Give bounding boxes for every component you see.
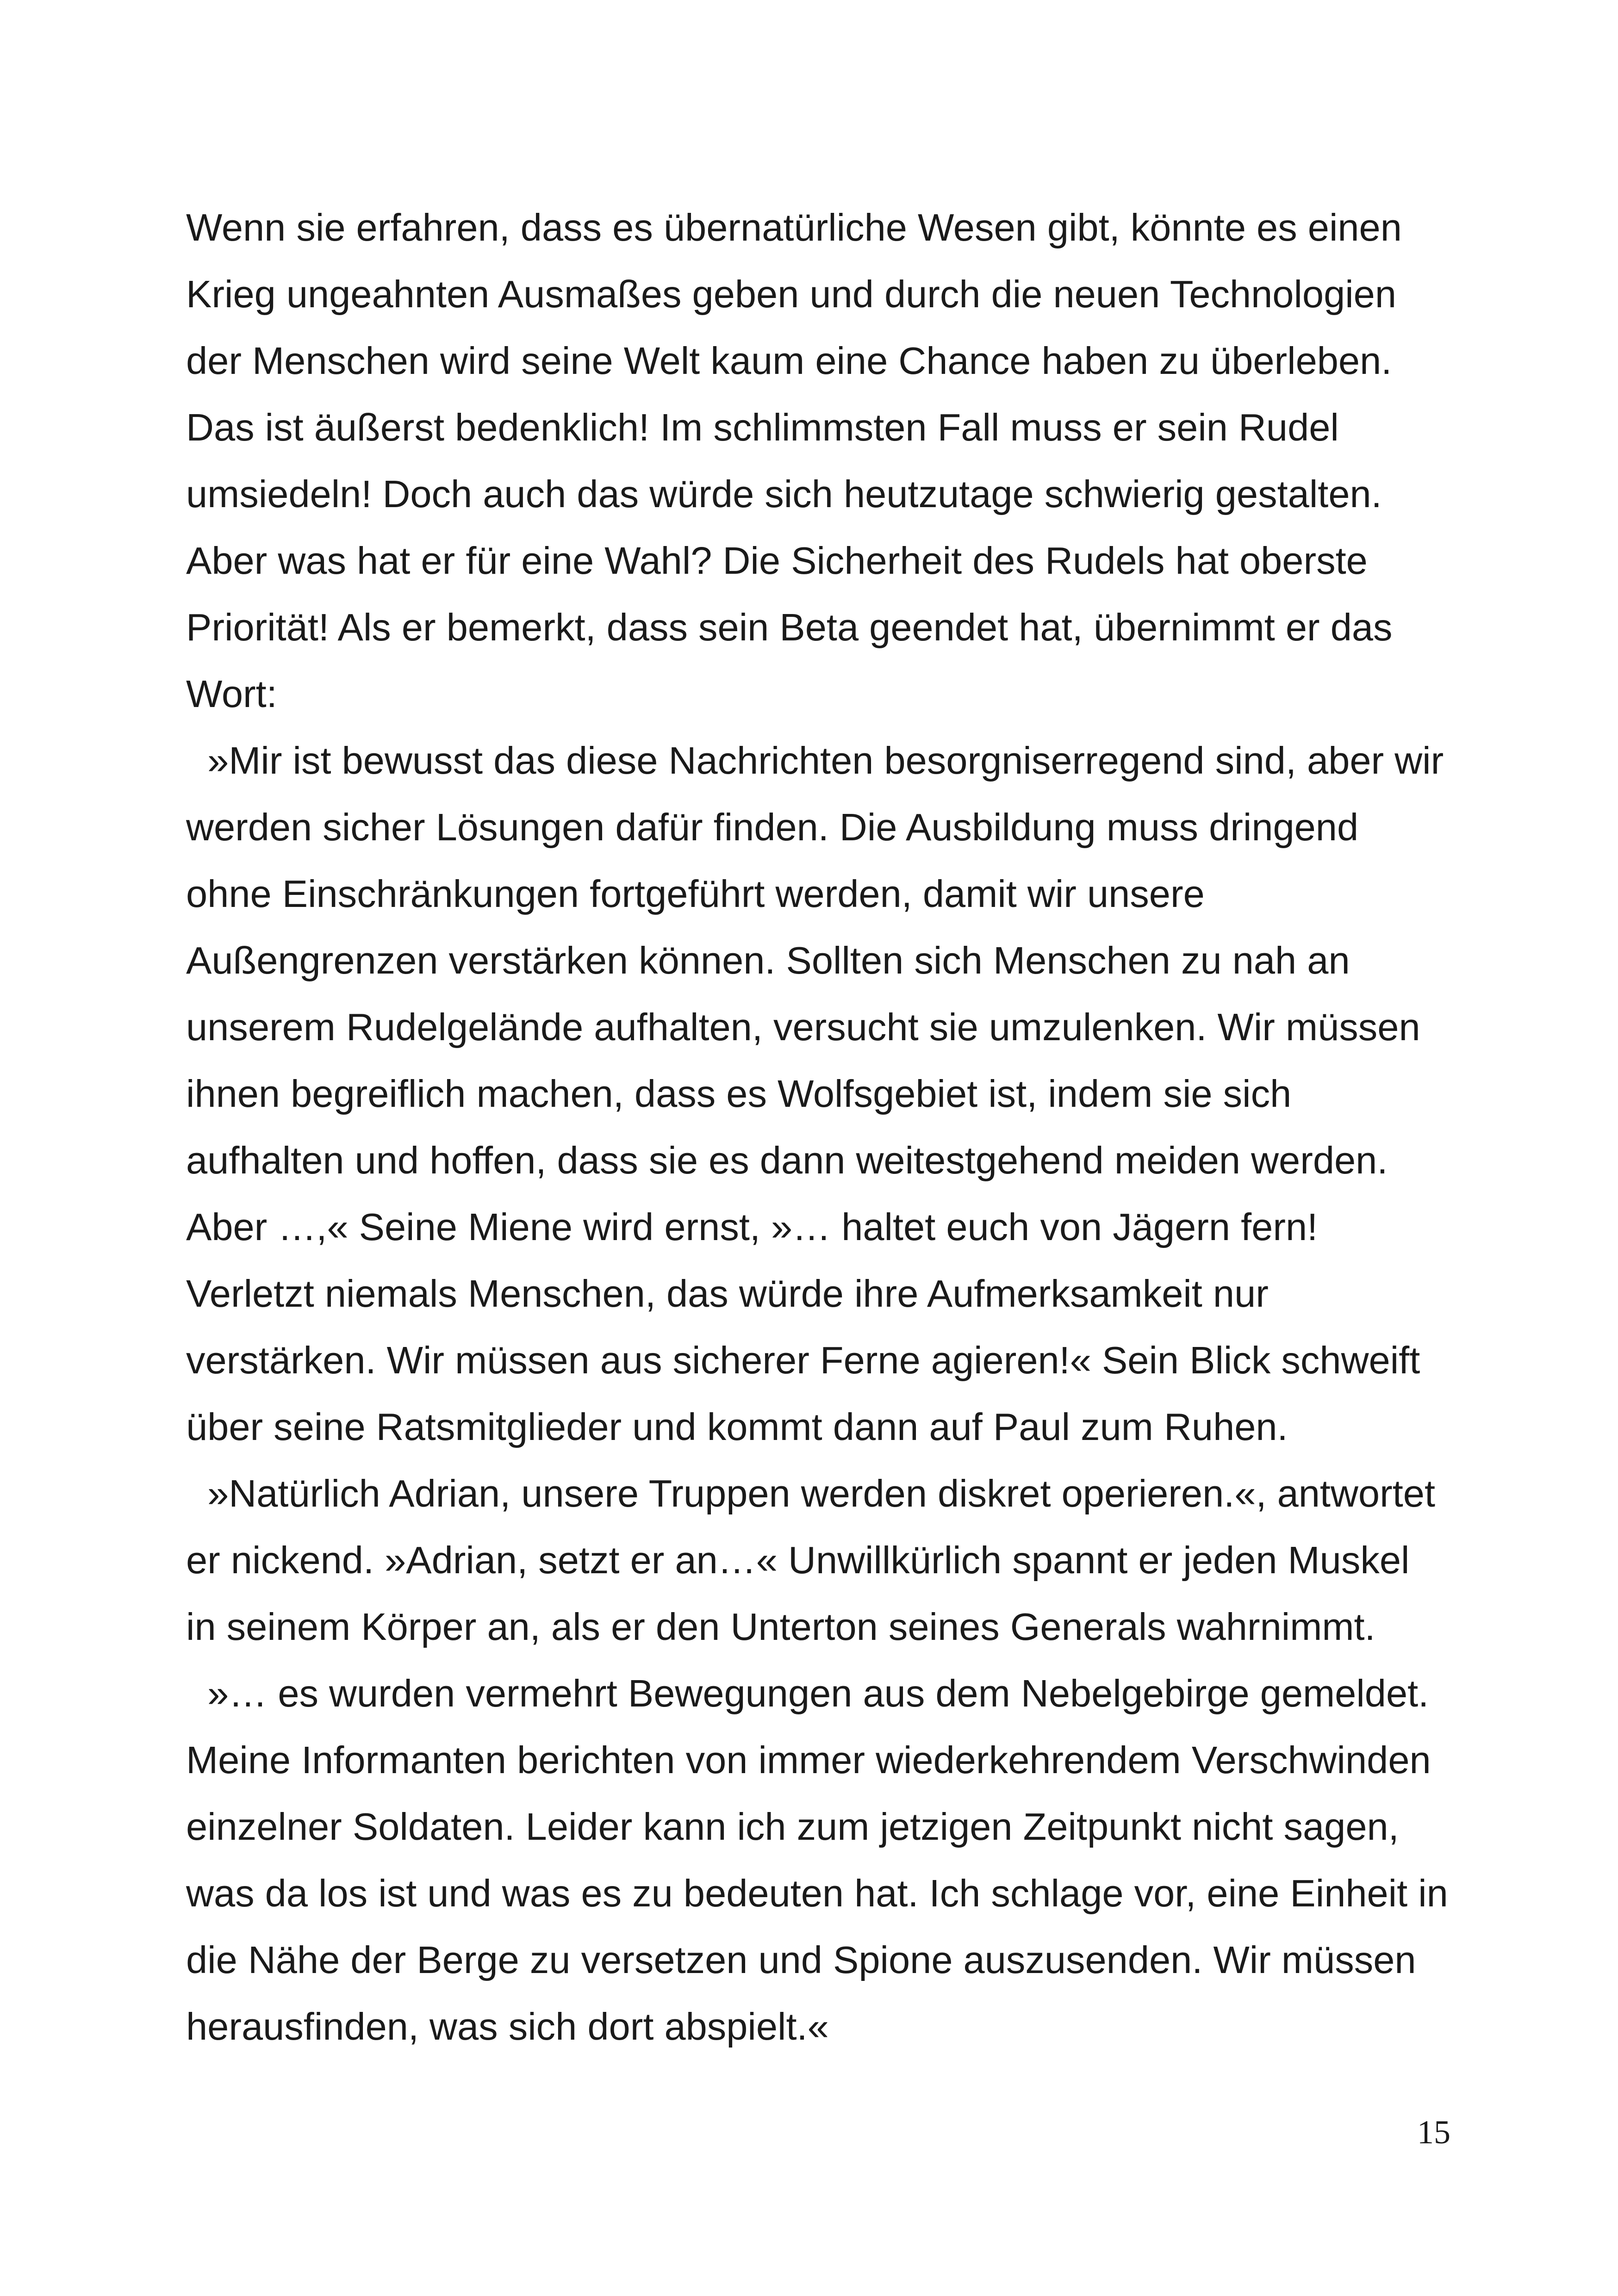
text-line: der Menschen wird seine Welt kaum eine Chance haben zu überleben. — [186, 339, 1392, 382]
text-line: die Nähe der Berge zu versetzen und Spione auszusenden. Wir müssen — [186, 1938, 1416, 1981]
text-line: Wenn sie erfahren, dass es übernatürliche Wesen gibt, könnte es einen — [186, 206, 1402, 249]
text-line: über seine Ratsmitglieder und kommt dann auf Paul zum Ruhen. — [186, 1405, 1288, 1448]
text-line: Meine Informanten berichten von immer wiederkehrendem Verschwinden — [186, 1738, 1431, 1781]
body-text — [186, 194, 1463, 2060]
text-line: Verletzt niemals Menschen, das würde ihre Aufmerksamkeit nur — [186, 1272, 1269, 1315]
text-line: ohne Einschränkungen fortgeführt werden, damit wir unsere — [186, 872, 1205, 915]
text-line: Krieg ungeahnten Ausmaßes geben und durch die neuen Technologien — [186, 273, 1396, 316]
text-line: Außengrenzen verstärken können. Sollten sich Menschen zu nah an — [186, 939, 1350, 982]
text-line: »Natürlich Adrian, unsere Truppen werden diskret operieren.«, antwortet — [186, 1472, 1435, 1515]
text-line: aufhalten und hoffen, dass sie es dann weitestgehend meiden werden. — [186, 1139, 1388, 1182]
text-line: einzelner Soldaten. Leider kann ich zum jetzigen Zeitpunkt nicht sagen, — [186, 1805, 1399, 1848]
text-line: »Mir ist bewusst das diese Nachrichten besorgniserregend sind, aber wir — [186, 739, 1444, 782]
text-line: verstärken. Wir müssen aus sicherer Ferne agieren!« Sein Blick schweift — [186, 1339, 1420, 1382]
text-line: herausfinden, was sich dort abspielt.« — [186, 2005, 829, 2048]
text-line: Aber …,« Seine Miene wird ernst, »… haltet euch von Jägern fern! — [186, 1205, 1318, 1248]
text-line: ihnen begreiflich machen, dass es Wolfsgebiet ist, indem sie sich — [186, 1072, 1292, 1115]
text-line: werden sicher Lösungen dafür finden. Die Ausbildung muss dringend — [186, 806, 1359, 849]
page-number: 15 — [1417, 2114, 1450, 2151]
text-line: Das ist äußerst bedenklich! Im schlimmsten Fall muss er sein Rudel — [186, 406, 1339, 449]
text-line: Aber was hat er für eine Wahl? Die Sicherheit des Rudels hat oberste — [186, 539, 1368, 582]
text-line: Priorität! Als er bemerkt, dass sein Beta geendet hat, übernimmt er das — [186, 606, 1393, 649]
text-line: unserem Rudelgelände aufhalten, versucht sie umzulenken. Wir müssen — [186, 1005, 1420, 1049]
text-line: Wort: — [186, 672, 277, 715]
text-line: »… es wurden vermehrt Bewegungen aus dem Nebelgebirge gemeldet. — [186, 1672, 1429, 1715]
text-line: umsiedeln! Doch auch das würde sich heutzutage schwierig gestalten. — [186, 472, 1382, 515]
text-line: was da los ist und was es zu bedeuten hat. Ich schlage vor, eine Einheit in — [186, 1872, 1448, 1915]
text-line: er nickend. »Adrian, setzt er an…« Unwillkürlich spannt er jeden Muskel — [186, 1539, 1410, 1582]
text-line: in seinem Körper an, als er den Unterton seines Generals wahrnimmt. — [186, 1605, 1375, 1648]
